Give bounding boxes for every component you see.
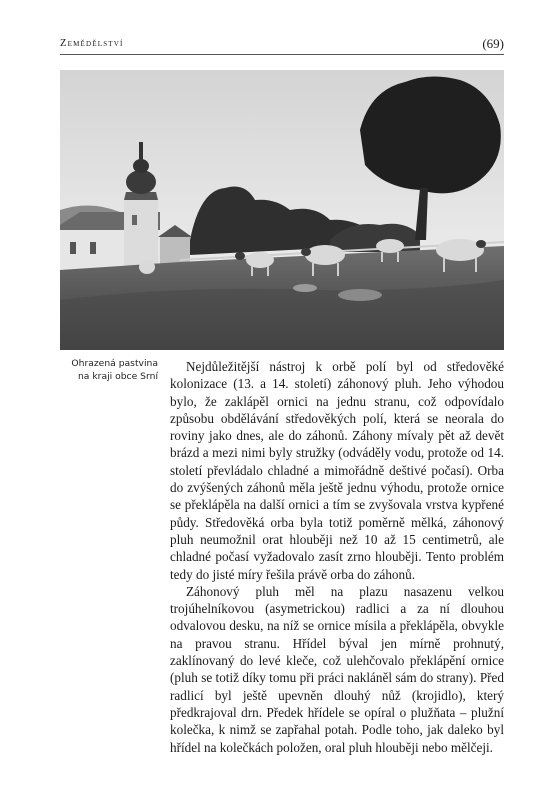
page-number: (69): [482, 36, 504, 51]
caption-line: Ohrazená pastvina: [71, 358, 158, 369]
pasture-photo: [60, 70, 504, 350]
running-header: [60, 36, 504, 55]
article-body: [170, 358, 504, 756]
photo-caption: [48, 357, 158, 383]
caption-line: na kraji obce Srní: [77, 371, 158, 382]
section-title: Zemědělství: [60, 38, 124, 49]
paragraph: Nejdůležitější nástroj k orbě polí byl od středověké kolonizace (13. a 14. století) záhonový pluh. Jeho výhodou bylo, že zaklápěl ornici na jednu stranu, což odpovídalo způsobu obdělávání středověkých polí, která se neorala do roviny jako dnes, ale do záhonů. Záhony mívaly pět až devět brázd a mezi nimi byly stružky (odváděly vodu, protože od 14. století převládalo chladné a mimořádně deštivé počasí). Orba do zvýšených záhonů měla ještě jednu výhodu, protože ornice se překlápěla na další ornici a tím se zvyšovala vrstva kypřené půdy. Středověká orba byla totiž poměrně mělká, záhonový pluh neumožnil orat hlouběji než 10 až 15 centimetrů, ale chladné počasí vyžadovalo zasít zrno hlouběji. Tento problém tedy do jisté míry řešila právě orba do záhonů.: [170, 359, 504, 582]
paragraph: Záhonový pluh měl na plazu nasazenu velkou trojúhelníkovou (asymetrickou) radlici a za ní dlouhou odvalovou desku, na níž se ornice mísila a překlápěla, obvykle na pravou stranu. Hřídel býval jen mírně prohnutý, zaklínovaný do levé kleče, což ulehčovalo překlápění ornice (pluh se totiž díky tomu při práci nakláněl sám do strany). Před radlicí byl ještě upevněn dlouhý nůž (krojidlo), který předkrajoval drn. Předek hřídele se opíral o plužňata – plužní kolečka, k nimž se zapřahal potah. Podle toho, jak daleko byl hřídel na kolečkách položen, oral pluh hlouběji nebo mělčeji.: [170, 583, 504, 755]
